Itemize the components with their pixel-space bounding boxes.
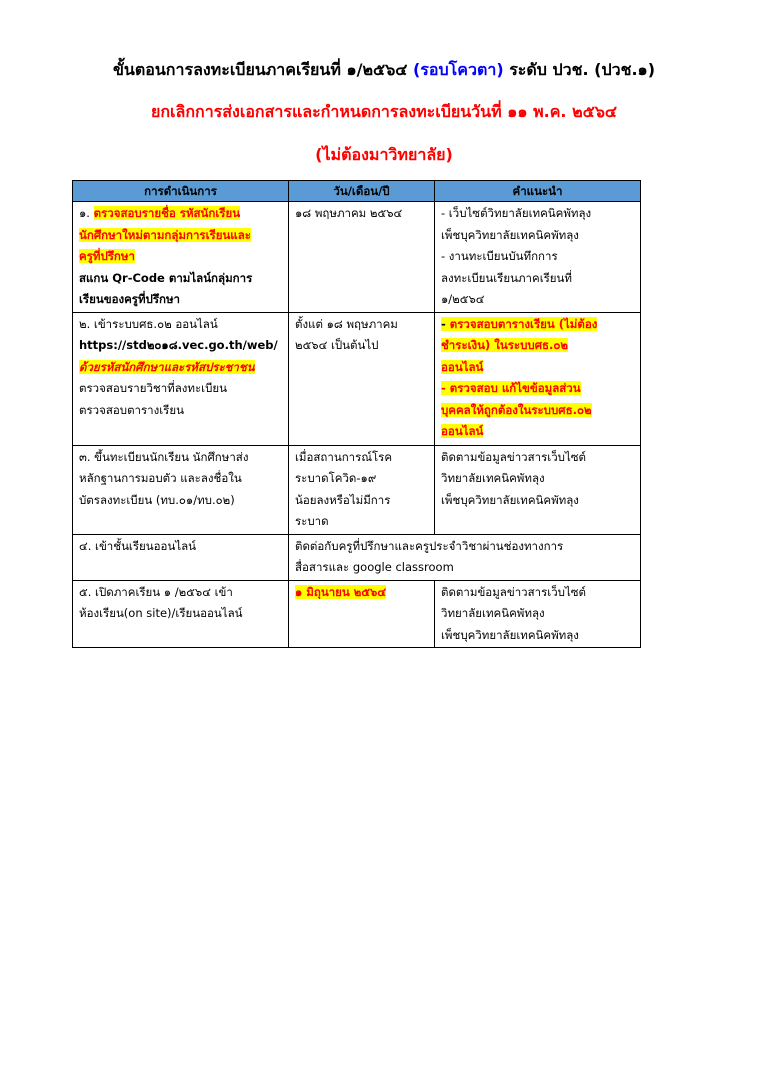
advice-line: วิทยาลัยเทคนิคพัทลุง [441, 606, 545, 620]
advice-cell [435, 580, 641, 648]
advice-line [441, 314, 636, 336]
advice-line: ลงทะเบียนเรียนภาคเรียนที่ [441, 270, 572, 285]
action-line: ๕. เปิดภาคเรียน ๑ /๒๕๖๔ เข้า [79, 584, 233, 599]
advice-cell [435, 445, 641, 534]
advice-line: สื่อสารและ google classroom [295, 560, 454, 574]
advice-line: ติดตามข้อมูลข่าวสารเว็บไซต์ [441, 584, 587, 599]
header-action: การดำเนินการ [73, 181, 289, 202]
advice-line: ๑/๒๕๖๔ [441, 292, 485, 306]
highlighted-date: ๑ มิถุนายน ๒๕๖๔ [295, 584, 387, 599]
table-row [73, 202, 641, 313]
highlighted-text: บุคคลให้ถูกต้องในระบบศธ.๐๒ [441, 402, 592, 417]
action-cell [73, 580, 289, 648]
date-text [295, 582, 430, 604]
advice-line [441, 400, 636, 422]
cancellation-notice: ยกเลิกการส่งเอกสารและกำหนดการลงทะเบียนวันที่ ๑๑ พ.ค. ๒๕๖๔ [150, 102, 617, 121]
highlighted-text: ออนไลน์ [441, 359, 484, 374]
table-row [73, 312, 641, 445]
advice-line: - เว็บไซต์วิทยาลัยเทคนิคพัทลุง [441, 206, 592, 220]
date-text: น้อยลงหรือไม่มีการ [295, 492, 391, 507]
advice-line [441, 421, 636, 443]
action-line: หลักฐานการมอบตัว และลงชื่อใน [79, 471, 242, 485]
header-date: วัน/เดือน/ปี [289, 181, 435, 202]
table-row [73, 534, 641, 580]
date-text: ๑๘ พฤษภาคม ๒๕๖๔ [295, 206, 403, 220]
date-cell [289, 580, 435, 648]
highlighted-text: ด้วยรหัสนักศึกษาและรหัสประชาชน [79, 359, 255, 374]
action-line: บัตรลงทะเบียน (ทบ.๐๑/ทบ.๐๒) [79, 492, 235, 507]
title-level-text: ระดับ ปวช. (ปวช.๑) [509, 60, 656, 79]
date-text: ตั้งแต่ ๑๘ พฤษภาคม [295, 316, 398, 331]
highlighted-text: ชำระเงิน) ในระบบศธ.๐๒ [441, 338, 568, 352]
action-line: ๔. เข้าชั้นเรียนออนไลน์ [79, 538, 197, 553]
title-quota-label: (รอบโควตา) [412, 60, 504, 79]
action-line: ๒. เข้าระบบศธ.๐๒ ออนไลน์ [79, 316, 218, 331]
date-text: ๒๕๖๔ เป็นต้นไป [295, 338, 379, 352]
action-line: สแกน Qr-Code ตามไลน์กลุ่มการ [79, 270, 253, 285]
action-line [79, 246, 284, 268]
action-line: ตรวจสอบตารางเรียน [79, 402, 184, 417]
date-text: เมื่อสถานการณ์โรค [295, 449, 393, 464]
highlighted-text: ออนไลน์ [441, 424, 484, 438]
highlighted-text: - ตรวจสอบ แก้ไขข้อมูลส่วน [441, 381, 581, 395]
advice-line: วิทยาลัยเทคนิคพัทลุง [441, 471, 545, 485]
advice-line [441, 335, 636, 357]
action-line: ตรวจสอบรายวิชาที่ลงทะเบียน [79, 381, 227, 395]
highlighted-text: ตรวจสอบรายชื่อ รหัสนักเรียน [93, 206, 241, 220]
table-row [73, 580, 641, 648]
step-number: ๑. [79, 206, 90, 220]
date-text: ระบาดโควิด-๑๙ [295, 471, 377, 485]
action-line [79, 203, 284, 225]
advice-cell [435, 202, 641, 313]
advice-line: - งานทะเบียนบันทึกการ [441, 249, 558, 263]
document-title [0, 58, 768, 83]
date-cell [289, 312, 435, 445]
merged-advice-cell [289, 534, 641, 580]
highlighted-text: ครูที่ปรึกษา [79, 249, 135, 263]
advice-line: เพ็ชบุควิทยาลัยเทคนิคพัทลุง [441, 492, 579, 507]
action-line: ห้องเรียน(on site)/เรียนออนไลน์ [79, 606, 243, 620]
header-advice: คำแนะนำ [435, 181, 641, 202]
title-main-text: ขั้นตอนการลงทะเบียนภาคเรียนที่ ๑/๒๕๖๔ [112, 60, 408, 79]
system-url: https://std๒๐๑๘.vec.go.th/web/ [79, 338, 278, 352]
advice-line [441, 357, 636, 379]
action-cell [73, 445, 289, 534]
advice-cell [435, 312, 641, 445]
registration-steps-table [72, 180, 641, 648]
no-visit-notice: (ไม่ต้องมาวิทยาลัย) [315, 145, 453, 164]
action-line: เรียนของครูที่ปรึกษา [79, 292, 181, 306]
advice-line: เพ็ชบุควิทยาลัยเทคนิคพัทลุง [441, 627, 579, 642]
dash-text: - [441, 316, 450, 331]
date-cell [289, 202, 435, 313]
action-cell [73, 534, 289, 580]
action-cell [73, 202, 289, 313]
action-line: ๓. ขึ้นทะเบียนนักเรียน นักศึกษาส่ง [79, 449, 249, 464]
action-line [79, 357, 284, 379]
table-header-row [73, 181, 641, 202]
date-cell [289, 445, 435, 534]
action-line [79, 225, 284, 247]
advice-line: ติดต่อกับครูที่ปรึกษาและครูประจำวิชาผ่านช่องทางการ [295, 538, 564, 553]
advice-line [441, 378, 636, 400]
table-row [73, 445, 641, 534]
advice-line: ติดตามข้อมูลข่าวสารเว็บไซต์ [441, 449, 587, 464]
date-text: ระบาด [295, 514, 329, 528]
highlighted-text: ตรวจสอบตารางเรียน (ไม่ต้อง [449, 316, 598, 331]
action-cell [73, 312, 289, 445]
advice-line: เพ็ชบุควิทยาลัยเทคนิคพัทลุง [441, 227, 579, 242]
highlighted-text: นักศึกษาใหม่ตามกลุ่มการเรียนและ [79, 227, 251, 242]
